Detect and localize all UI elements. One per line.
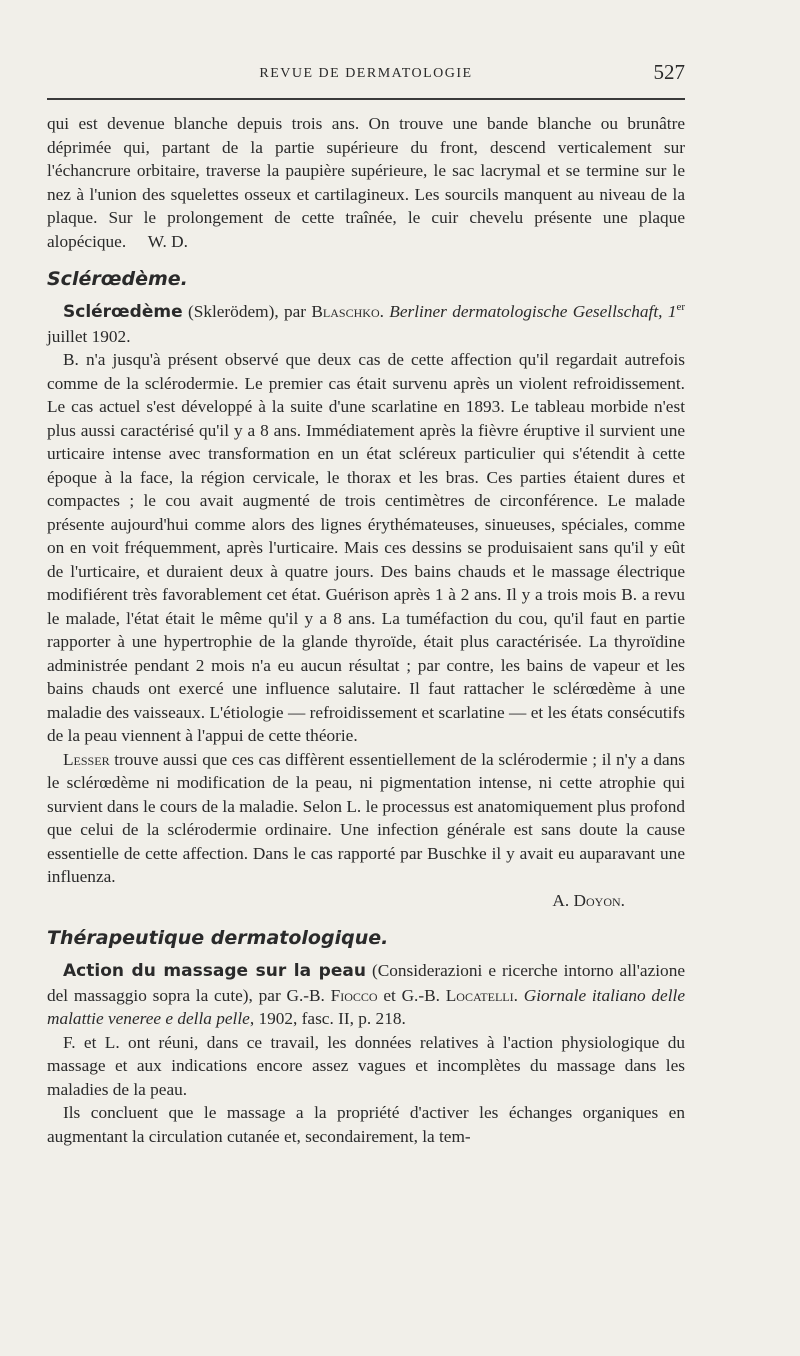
- article-author: G.-B. Locatelli: [401, 985, 514, 1005]
- section-signature: [47, 889, 685, 913]
- article-citation: [47, 959, 685, 1031]
- article-separator: .: [513, 985, 524, 1005]
- author-name: Lesser: [63, 749, 110, 769]
- article-title: Action du massage sur la peau: [63, 961, 366, 981]
- article-journal-sup: er: [676, 301, 686, 314]
- running-title: REVUE DE DERMATOLOGIE: [259, 66, 473, 81]
- article-rest: (Considerazioni e ricerche intorno all'azione del massaggio sopra la cute), par: [47, 961, 686, 1005]
- header-rule: [47, 98, 685, 100]
- article-citation: [47, 300, 685, 348]
- body-paragraph: F. et L. ont réuni, dans ce travail, les données relatives à l'action physiologique du massage et aux indications encore assez vagues et incomplètes du massage dans les maladies de la peau.: [47, 1032, 685, 1099]
- carryover-paragraph: [47, 112, 685, 253]
- article-original-title: (Sklerödem), par: [182, 302, 312, 321]
- article-reference: , 1902, fasc. II, p. 218.: [249, 1009, 406, 1028]
- document-page: [47, 58, 685, 1148]
- running-header: [47, 58, 685, 88]
- section-heading-therapeutique: Thérapeutique dermatologique.: [47, 927, 389, 949]
- article-date: juillet 1902.: [47, 326, 131, 346]
- lesser-text: trouve aussi que ces cas diffèrent essentiellement de la sclérodermie ; il n'y a dans le sclérœdème ni modification de la peau, ni pigmentation intense, ni cette atrophie qui survient dans le cours de la maladie. Selon L. le processus est anatomiquement plus profond que celui de la sclérodermie ordinaire. Une infection générale est sans doute la cause essentielle de cette affection. Dans le cas rapporté par Buschke il y avait eu auparavant une influenza.: [47, 749, 685, 886]
- body-paragraph: B. n'a jusqu'à présent observé que deux cas de cette affection qu'il regardait autrefois comme de la sclérodermie. Le premier cas était survenu après un violent refroidissement. Le cas actuel s'est développé à la suite d'une scarlatine en 1893. Le tableau morbide n'est plus aussi caractérisé qu'il y a 8 ans. Immédiatement après la fièvre éruptive il survient une urticaire intense avec transformation en un état scléreux particulier qui s'étendit à cette époque à la face, la région cervicale, le thorax et les bras. Ces parties étaient dures et compactes ; le cou avait augmenté de trois centimètres de circonférence. Le malade présente aujourd'hui comme alors des lignes érythémateuses, sinueuses, spéciales, comme on en voit fréquemment, après l'urticaire. Mais ces dessins se produisaient sans qu'il y eût de l'urticaire, et duraient deux à quatre jours. Des bains chauds et le massage électrique modifiérent très favorablement cet état. Guérison après 1 à 2 ans. Il y a trois mois B. a revu le malade, l'état était le même qu'il y a 8 ans. La tuméfaction du cou, qu'il faut en partie rapporter à une hypertrophie de la glande thyroïde, était plus caractérisée. La thyroïdine administrée pendant 2 mois n'a eu aucun résultat ; par contre, les bains de vapeur et les bains chauds ont exercé une influence salutaire. Il faut rattacher le sclérœdème à une maladie des vaisseaux. L'étiologie — refroidissement et scarlatine — et les états consécutifs de la peau viennent à l'appui de cette théorie.: [47, 350, 685, 745]
- article-and: et: [377, 985, 402, 1005]
- article-journal: Berliner dermatologische Gesellschaft, 1: [389, 302, 677, 321]
- article-separator: .: [379, 302, 390, 321]
- body-paragraph: Ils concluent que le massage a la propriété d'activer les échanges organiques en augmentant la circulation cutanée et, secondairement, la tem-: [47, 1103, 685, 1146]
- page-number: 527: [653, 60, 685, 84]
- section-heading-scleroedeme: Sclérœdème.: [47, 268, 188, 290]
- carryover-signature: W. D.: [147, 231, 188, 251]
- lesser-paragraph: [47, 748, 685, 889]
- article-title: Sclérœdème: [63, 302, 183, 322]
- carryover-text: qui est devenue blanche depuis trois ans. On trouve une bande blanche ou brunâtre déprimée qui, partant de la partie supérieure du front, descend verticalement sur l'échancrure orbitaire, traverse la paupière supérieure, le sac lacrymal et se termine sur le nez à l'union des squelettes osseux et cartilagineux. Les sourcils manquent au niveau de la plaque. Sur le prolongement de cette traînée, le cuir chevelu présente une plaque alopécique.: [47, 114, 685, 251]
- article-journal: Giornale italiano delle malattie veneree e della pelle: [47, 985, 685, 1028]
- article-author: G.-B. Fiocco: [286, 985, 378, 1005]
- signature-text: A. Doyon.: [552, 890, 625, 910]
- article-author: Blaschko: [311, 302, 380, 321]
